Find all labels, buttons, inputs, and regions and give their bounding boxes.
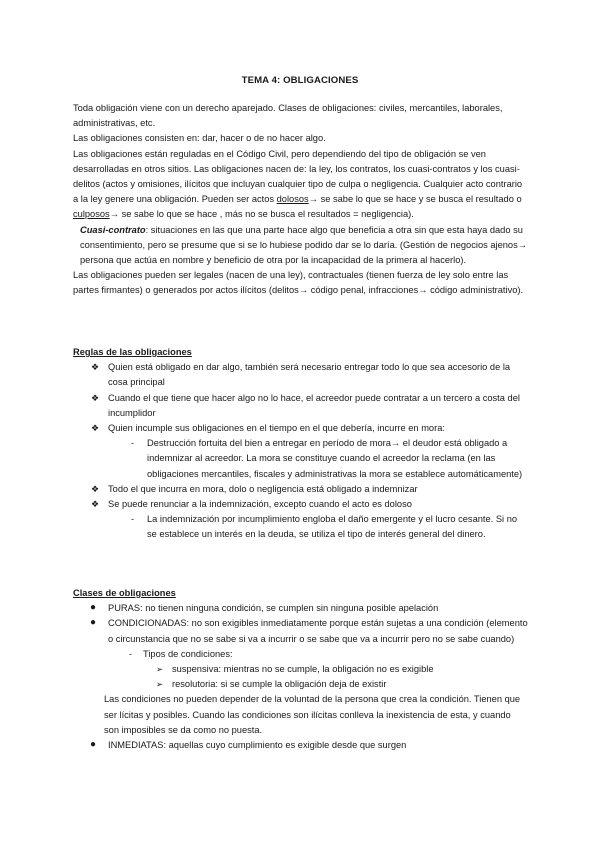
sub-list-item-text: Destrucción fortuita del bien a entregar en período de mora→ el deudor está obligado a indemnizar al acreedor. La mora se constituye cuando el acreedor la reclama (en las obligaciones mercantiles, fiscales y administrativas la mora se establece automáticamente) [147, 438, 523, 479]
underlined-term-dolosos: dolosos [276, 194, 309, 205]
dash-bullet: - [131, 514, 135, 525]
reglas-heading: Reglas de las obligaciones [73, 347, 192, 357]
cuasi-contrato-term: Cuasi-contrato [80, 224, 146, 235]
diamond-bullet-icon: ❖ [91, 392, 100, 403]
sub-sub-list-item [73, 677, 528, 692]
dot-bullet-icon: ● [90, 739, 97, 751]
sub-list-item [73, 647, 528, 662]
sub-list-item [73, 512, 528, 542]
page-title: TEMA 4: OBLIGACIONES [241, 75, 359, 86]
dash-bullet: - [129, 648, 133, 659]
list-item-text: PURAS: no tienen ninguna condición, se cumplen sin ninguna posible apelación [108, 603, 439, 614]
dot-bullet-icon: ● [90, 602, 97, 614]
diamond-bullet-icon: ❖ [91, 499, 100, 510]
list-item-text: Se puede renunciar a la indemnización, excepto cuando el acto es doloso [108, 499, 412, 510]
cuasi-contrato-paragraph [73, 223, 528, 269]
list-item [73, 482, 528, 497]
cuasi-contrato-text: : situaciones en las que una parte hace algo que beneficia a otra sin que esta haya dado su consentimiento, pero se presume que si se lo hubiese podido dar se lo daría. (Gestión de negocios ajenos→ persona que actúa en nombre y beneficio de otra por la incapacidad de la primera al hacerlo). [80, 224, 528, 266]
list-item-text: Todo el que incurra en mora, dolo o negligencia está obligado a indemnizar [108, 483, 418, 494]
clases-heading: Clases de obligaciones [73, 588, 176, 598]
dash-bullet: - [131, 438, 135, 449]
list-item-text: INMEDIATAS: aquellas cuyo cumplimiento es exigible desde que surgen [108, 740, 407, 751]
underlined-term-culposos: culposos [73, 209, 110, 220]
dot-bullet-icon: ● [90, 617, 97, 629]
diamond-bullet-icon: ❖ [91, 423, 100, 434]
intro-section [73, 101, 528, 299]
list-item-text: CONDICIONADAS: no son exigibles inmediatamente porque están sujetas a una condición (elemento o circunstancia que no se sabe si va a incurrir o se sabe que va a incurrir pero no se sabe cuando) [108, 618, 528, 644]
sub-sub-list-item-text: suspensiva: mientras no se cumple, la obligación no es exigible [172, 664, 434, 675]
text-run: → se sabe lo que se hace , más no se busca el resultados = negligencia). [109, 209, 414, 220]
intro-paragraph-4: Las obligaciones pueden ser legales (nacen de una ley), contractuales (tienen fuerza de ley solo entre las partes firmantes) o generados por actos ilícitos (delitos→ código penal, infracciones→ código administrativo). [73, 270, 524, 296]
clases-list [73, 601, 528, 753]
list-item [73, 421, 528, 436]
sub-list-item [73, 436, 528, 482]
list-item-text: Quien está obligado en dar algo, también será necesario entregar todo lo que sea accesorio de la cosa principal [108, 362, 511, 388]
clases-section [73, 586, 528, 753]
intro-paragraph-2: Las obligaciones consisten en: dar, hacer o de no hacer algo. [73, 133, 326, 144]
condiciones-note: Las condiciones no pueden depender de la voluntad de la persona que crea la condición. Tienen que ser lícitas y posibles. Cuando las condiciones son ilícitas conlleva la inexistencia de esta, y cuando son imposibles se da como no puesta. [104, 694, 521, 735]
list-item-text: Cuando el que tiene que hacer algo no lo hace, el acreedor puede contratar a un tercero a costa del incumplidor [108, 392, 520, 418]
arrow-bullet-icon: ➢ [156, 679, 164, 690]
reglas-section [73, 345, 528, 543]
list-item-text: Quien incumple sus obligaciones en el tiempo en el que debería, incurre en mora: [108, 423, 445, 434]
text-run: Las obligaciones están reguladas en el Código Civil, pero dependiendo del tipo de obligación se ven desarrolladas en otros sitios. Las obligaciones nacen de: la ley, los contratos, los cuasi-contratos y los cuasi-delitos (actos y omisiones, ilícitos que incluyan cualquier tipo de culpa o negligencia. Cualquier acto contrario a la ley genere una obligación. Pueden ser actos [73, 148, 523, 205]
list-item [73, 360, 528, 390]
sub-sub-list-item-text: resolutoria: si se cumple la obligación deja de existir [172, 679, 387, 690]
sub-sub-list-item [73, 662, 528, 677]
sub-list-item-text: Tipos de condiciones: [143, 648, 233, 659]
list-item [73, 601, 528, 616]
diamond-bullet-icon: ❖ [91, 362, 100, 373]
diamond-bullet-icon: ❖ [91, 483, 100, 494]
list-item [73, 391, 528, 421]
intro-paragraph-3 [73, 147, 528, 223]
list-item [73, 738, 528, 753]
intro-paragraph-1: Toda obligación viene con un derecho aparejado. Clases de obligaciones: civiles, mercantiles, laborales, administrativas, etc. [73, 103, 503, 129]
text-run: → se sabe lo que se hace y se busca el resultado o [308, 194, 522, 205]
list-item [73, 497, 528, 512]
reglas-list [73, 360, 528, 542]
sub-list-item-text: La indemnización por incumplimiento engloba el daño emergente y el lucro cesante. Si no se establece un interés en la deuda, se utiliza el tipo de interés general del dinero. [147, 514, 518, 540]
list-item [73, 616, 528, 646]
arrow-bullet-icon: ➢ [156, 664, 164, 675]
